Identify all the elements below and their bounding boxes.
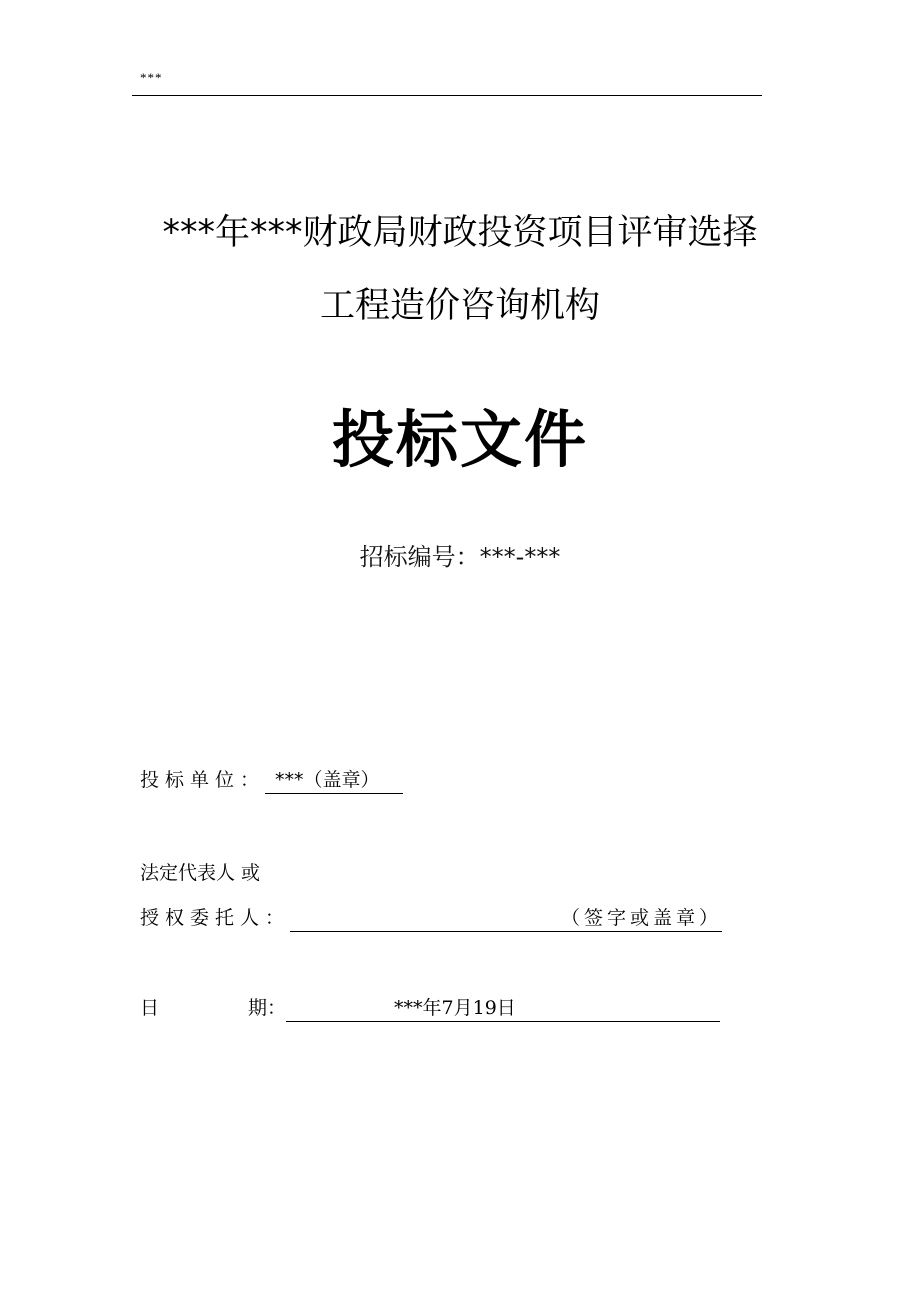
page-header-text: ***: [140, 70, 163, 85]
representative-label-line-1: 法定代表人 或: [140, 862, 261, 884]
bidder-label: 投标单位：: [140, 769, 266, 791]
document-title-line-2: 工程造价咨询机构: [319, 286, 600, 326]
date-field: [140, 993, 720, 1022]
signature-hint: （签字或盖章）: [561, 907, 723, 929]
header-rule: [132, 95, 762, 96]
bidder-field: [140, 765, 403, 794]
document-title-line-1: ***年***财政局财政投资项目评审选择: [162, 213, 758, 253]
representative-field: [140, 903, 722, 932]
bid-number: 招标编号：***-***: [359, 543, 561, 571]
signature-line: [290, 903, 722, 932]
date-label-day: 日: [140, 997, 160, 1019]
representative-label: 授权委托人：: [140, 907, 291, 929]
document-type-heading: 投标文件: [331, 403, 588, 476]
date-label-period: 期：: [248, 997, 287, 1019]
date-value: ***年7月19日: [286, 993, 720, 1022]
bidder-value: ***（盖章）: [265, 765, 403, 794]
